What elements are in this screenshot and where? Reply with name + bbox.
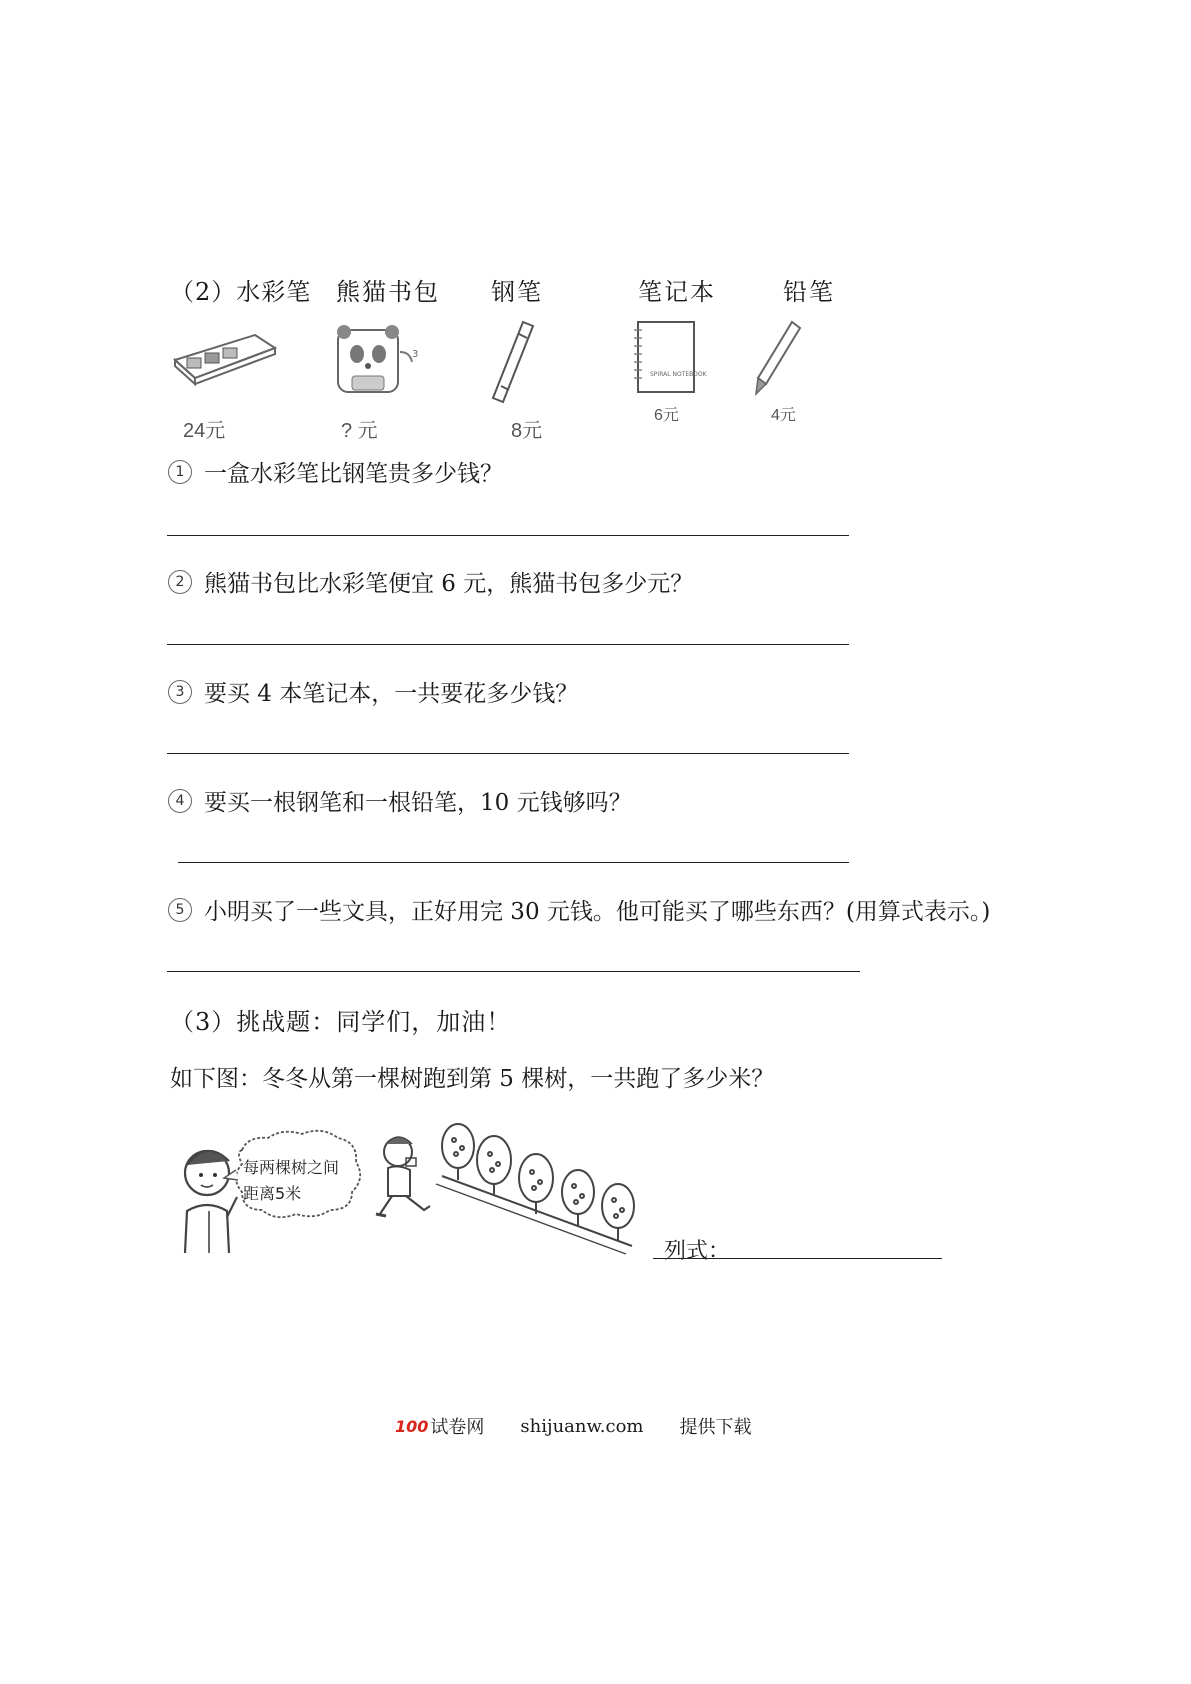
logo-100: 100 [395,1416,429,1436]
answer-line-final[interactable] [653,1258,942,1259]
question-number: 5 [168,898,192,922]
trees-slope-image [432,1118,657,1253]
pencil-image [752,318,807,398]
answer-line-5[interactable] [167,971,860,972]
bubble-line-2: 距离5米 [243,1184,302,1203]
question-text: 小明买了一些文具，正好用完 30 元钱。他可能买了哪些东西？(用算式表示。) [204,899,991,925]
item-name-notebook: 笔记本 [638,278,716,306]
section3-heading: （3）挑战题：同学们，加油！ [170,1008,512,1036]
section3-problem: 如下图：冬冬从第一棵树跑到第 5 棵树，一共跑了多少米？ [170,1066,775,1092]
question-5 [168,893,990,926]
footer [395,1413,751,1439]
panda-bag-image [330,322,430,402]
tree-2 [477,1136,511,1196]
question-number: 3 [168,680,192,704]
tree-1 [442,1124,474,1180]
question-number: 4 [168,789,192,813]
tree-5 [602,1184,634,1240]
item-name-pencil: 铅笔 [783,278,835,306]
question-text: 要买 4 本笔记本，一共要花多少钱？ [204,681,579,707]
notebook-image [632,318,707,398]
price-pencil: 4元 [771,407,796,424]
tree-4 [562,1170,594,1226]
question-1 [168,455,503,488]
answer-label: 列式： [664,1239,731,1264]
running-boy-image [370,1130,440,1230]
question-text: 一盒水彩笔比钢笔贵多少钱？ [204,461,503,487]
bubble-text [243,1155,339,1207]
answer-line-1[interactable] [167,535,849,536]
footer-site-name: 试卷网 [430,1417,485,1438]
notebook-cover-text: SPIRAL NOTEBOOK [650,371,707,378]
pen-image [485,318,545,408]
answer-line-3[interactable] [167,753,849,754]
answer-line-4[interactable] [178,862,849,863]
answer-line-2[interactable] [167,644,849,645]
question-text: 熊猫书包比水彩笔便宜 6 元，熊猫书包多少元？ [204,571,694,597]
footer-url: shijuanw.com [520,1415,644,1437]
item-name-pen: 钢笔 [491,278,543,306]
question-number: 1 [168,460,192,484]
bubble-line-1: 每两棵树之间 [243,1158,340,1177]
question-4 [168,784,632,817]
question-2 [168,565,693,598]
price-pen: 8元 [511,420,543,442]
svg-text:3: 3 [412,349,419,360]
price-panda-bag: ? 元 [341,420,378,442]
section2-heading: （2）水彩笔 [170,278,312,306]
price-watercolor-pen: 24元 [183,420,226,442]
footer-tail: 提供下载 [679,1417,752,1438]
tree-3 [519,1154,553,1214]
watercolor-pen-box-image [165,320,280,395]
question-number: 2 [168,570,192,594]
question-text: 要买一根钢笔和一根铅笔，10 元钱够吗？ [204,790,632,816]
price-notebook: 6元 [654,407,679,424]
item-name-panda-bag: 熊猫书包 [336,278,440,306]
question-3 [168,675,578,708]
